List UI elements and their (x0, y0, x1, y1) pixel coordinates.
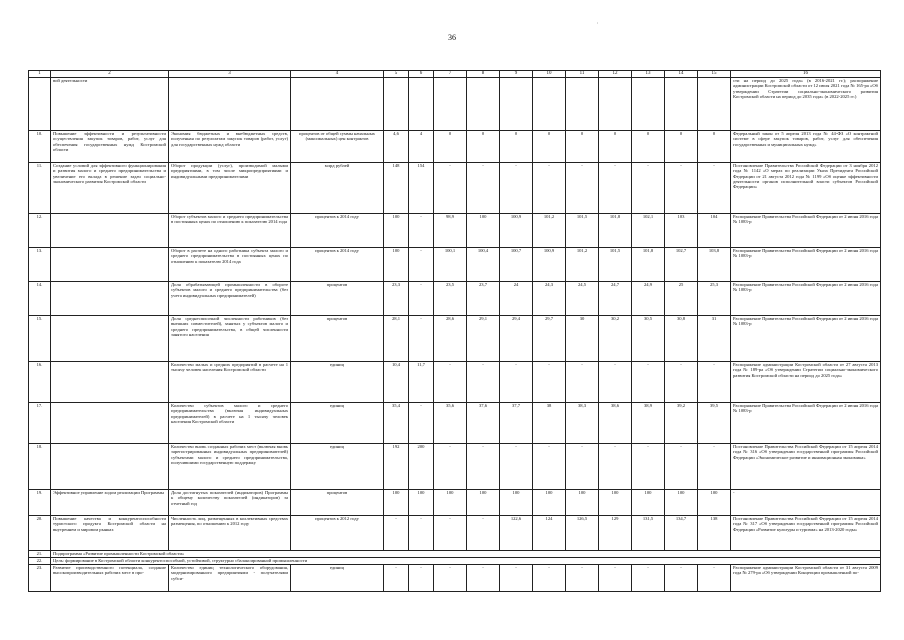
value-cell: 35,4 (384, 403, 409, 444)
unit-cell: единиц (291, 403, 384, 444)
column-number-4: 4 (291, 71, 384, 78)
value-cell (632, 78, 665, 131)
document-cell: Распоряжение Правительства Российской Федерации от 2 июня 2016 года № 1083-р (731, 316, 881, 362)
row-number: 18. (29, 444, 51, 490)
value-cell: 129 (599, 516, 632, 551)
value-cell: 100 (467, 490, 500, 516)
value-cell: - (698, 444, 731, 490)
value-cell (599, 78, 632, 131)
value-cell: - (698, 163, 731, 214)
table-row (29, 444, 881, 490)
value-cell: 0 (566, 131, 599, 163)
column-number-7: 7 (434, 71, 467, 78)
value-cell: 100 (500, 490, 533, 516)
value-cell: 100 (384, 490, 409, 516)
unit-cell: процентов (291, 282, 384, 316)
value-cell (384, 78, 409, 131)
value-cell: - (434, 444, 467, 490)
value-cell: 28,1 (384, 316, 409, 362)
value-cell: 23,7 (467, 282, 500, 316)
indicator-cell: Доля среднесписочной численности работников (без внешних совместителей), занятых у субъектов малого и среднего предпринимательства, в общей численности занятого населения (169, 316, 291, 362)
value-cell: 102,7 (665, 248, 698, 282)
indicator-cell: Доля обрабатывающей промышленности в обороте субъектов малого и среднего предпринимательства (без учета индивидуальных предпринимателей) (169, 282, 291, 316)
value-cell: 30,8 (665, 316, 698, 362)
row-number: 11. (29, 163, 51, 214)
value-cell: - (599, 444, 632, 490)
indicator-cell: Оборот в расчете на одного работника субъекта малого и среднего предпринимательства в постоянных ценах по отношению к показателю 2014 года (169, 248, 291, 282)
value-cell: 39,2 (665, 403, 698, 444)
unit-cell: процентов (291, 490, 384, 516)
value-cell: 100 (665, 490, 698, 516)
value-cell: 29,4 (500, 316, 533, 362)
task-cell: Создание условий для эффективного функционирования и развития малого и среднего предпринимательства и увеличение его вклада в решение задач социально-экономического развития Костромской области (51, 163, 169, 214)
value-cell: 100 (698, 490, 731, 516)
value-cell: 100,9 (500, 214, 533, 248)
indicator-cell: Количество единиц технологического оборудования, модернизированного предприятиями - получателями субси- (169, 565, 291, 592)
indicator-cell: Количество малых и средних предприятий в расчете на 1 тысячу человек населения Костромской области (169, 362, 291, 403)
value-cell: - (566, 362, 599, 403)
value-cell: 30,2 (599, 316, 632, 362)
unit-cell: процентов от общей суммы начальных (максимальных) цен контрактов (291, 131, 384, 163)
value-cell: - (566, 163, 599, 214)
table-row (29, 214, 881, 248)
column-number-2: 2 (51, 71, 169, 78)
value-cell: 10,4 (384, 362, 409, 403)
value-cell (566, 78, 599, 131)
unit-cell: процентов (291, 316, 384, 362)
table-row (29, 516, 881, 551)
row-number: 14. (29, 282, 51, 316)
task-cell (51, 248, 169, 282)
table-row (29, 282, 881, 316)
value-cell: - (599, 565, 632, 592)
indicator-cell: Экономия бюджетных и внебюджетных средств, полученная по результатам закупок товаров (работ, услуг) для государственных нужд области (169, 131, 291, 163)
value-cell: - (409, 248, 434, 282)
document-cell: Распоряжение Правительства Российской Федерации от 2 июня 2016 года № 1083-р (731, 403, 881, 444)
value-cell: 11,7 (409, 362, 434, 403)
task-cell: Развитие производственного потенциала, создание высокопроизводительных рабочих мест в про- (51, 565, 169, 592)
value-cell: 37,6 (467, 403, 500, 444)
value-cell: 38,9 (632, 403, 665, 444)
value-cell: 192 (384, 444, 409, 490)
row-number: 10. (29, 131, 51, 163)
value-cell: 100,4 (467, 248, 500, 282)
value-cell: 101,2 (533, 214, 566, 248)
value-cell: 0 (599, 131, 632, 163)
value-cell: 98,9 (434, 214, 467, 248)
goal-row-text: Цель: формирование в Костромской области конкурентоспособной, устойчивой, структурно сбалансированной промышленности (51, 558, 881, 565)
row-number: 16. (29, 362, 51, 403)
task-cell (51, 444, 169, 490)
value-cell: - (384, 565, 409, 592)
column-number-9: 9 (500, 71, 533, 78)
indicator-cell (169, 78, 291, 131)
value-cell: - (698, 362, 731, 403)
value-cell: 101,2 (566, 248, 599, 282)
column-number-row (29, 71, 881, 78)
subprogram-row (29, 551, 881, 558)
document-cell: Постановление Правительства Российской Федерации от 15 апреля 2014 года № 317 «Об утверждении государственной программы Российской Федерации «Развитие культуры и туризма» на 2013-2020 годы» (731, 516, 881, 551)
document-cell: - (731, 490, 881, 516)
value-cell: 126,5 (566, 516, 599, 551)
task-cell (51, 403, 169, 444)
value-cell: - (409, 403, 434, 444)
value-cell: 30,5 (632, 316, 665, 362)
column-number-16: 16 (731, 71, 881, 78)
value-cell: 39,5 (698, 403, 731, 444)
value-cell: - (409, 316, 434, 362)
goal-row (29, 558, 881, 565)
table-row (29, 131, 881, 163)
value-cell: 23,5 (434, 282, 467, 316)
value-cell: - (500, 362, 533, 403)
unit-cell: единиц (291, 444, 384, 490)
table-row (29, 78, 881, 131)
value-cell: 25,3 (698, 282, 731, 316)
indicator-cell: Численность лиц, размещенных в коллективных средствах размещения, по отношению к 2012 году (169, 516, 291, 551)
value-cell: 38,6 (599, 403, 632, 444)
table-row (29, 163, 881, 214)
value-cell: 122,6 (500, 516, 533, 551)
indicators-table (28, 70, 881, 592)
value-cell: 100,7 (500, 248, 533, 282)
column-number-15: 15 (698, 71, 731, 78)
task-cell (51, 282, 169, 316)
task-cell: вой деятельности (51, 78, 169, 131)
value-cell: 101,8 (599, 214, 632, 248)
corner-mark: , (597, 20, 599, 25)
row-number: 20. (29, 516, 51, 551)
value-cell: 154 (409, 163, 434, 214)
document-cell: Распоряжение Правительства Российской Федерации от 2 июня 2016 года № 1083-р (731, 282, 881, 316)
value-cell: 0 (632, 131, 665, 163)
value-cell: 23,3 (384, 282, 409, 316)
value-cell: - (599, 163, 632, 214)
unit-cell (291, 78, 384, 131)
task-cell (51, 362, 169, 403)
value-cell: - (434, 565, 467, 592)
value-cell: - (533, 444, 566, 490)
value-cell: - (467, 362, 500, 403)
value-cell: - (500, 163, 533, 214)
value-cell: 100 (409, 490, 434, 516)
unit-cell: млрд рублей (291, 163, 384, 214)
task-cell: Повышение качества и конкурентоспособности туристского продукта Костромской области на внутреннем и мировом рынках (51, 516, 169, 551)
value-cell: 100 (599, 490, 632, 516)
value-cell: 24,9 (632, 282, 665, 316)
value-cell: 104 (698, 214, 731, 248)
value-cell (409, 78, 434, 131)
column-number-14: 14 (665, 71, 698, 78)
unit-cell: процентов к 2014 году (291, 248, 384, 282)
value-cell: 4,6 (384, 131, 409, 163)
document-cell: сти на период до 2025 года» (в 2016-2021 гг.); распоряжение администрации Костромской области от 12 июля 2021 года № 165-ра «Об утверждении Стратегии социально-экономического развития Костромской области на период до 2035 года» (в 2022-2025 гг.) (731, 78, 881, 131)
row-number: 22. (29, 558, 51, 565)
value-cell: 0 (698, 131, 731, 163)
document-cell: Распоряжение Правительства Российской Федерации от 2 июня 2016 года № 1083-р (731, 248, 881, 282)
document-cell: Распоряжение администрации Костромской области от 31 августа 2009 года № 279-ра «Об утверждении Концепции промышленной по- (731, 565, 881, 592)
value-cell: - (665, 163, 698, 214)
value-cell: 37,7 (500, 403, 533, 444)
table-row (29, 565, 881, 592)
value-cell: 102,1 (632, 214, 665, 248)
row-number: 12. (29, 214, 51, 248)
row-number: 19. (29, 490, 51, 516)
value-cell: 100,9 (533, 248, 566, 282)
value-cell: 35,6 (434, 403, 467, 444)
table-body (29, 71, 881, 592)
value-cell: - (566, 565, 599, 592)
value-cell: 29,7 (533, 316, 566, 362)
document-cell: Распоряжение Правительства Российской Федерации от 2 июня 2016 года № 1083-р (731, 214, 881, 248)
indicator-cell: Оборот продукции (услуг), производимой малыми предприятиями, в том числе микропредприятиями и индивидуальными предпринимателями (169, 163, 291, 214)
value-cell: - (434, 163, 467, 214)
value-cell: 100 (384, 214, 409, 248)
value-cell: 100 (384, 248, 409, 282)
row-number: 17. (29, 403, 51, 444)
value-cell: - (409, 282, 434, 316)
value-cell: 100 (467, 214, 500, 248)
value-cell: 101,5 (599, 248, 632, 282)
task-cell (51, 316, 169, 362)
indicator-cell: Доля достигнутых показателей (индикаторов) Программы к общему количеству показателей (индикаторов) за отчетный год (169, 490, 291, 516)
value-cell (665, 78, 698, 131)
table-row (29, 316, 881, 362)
table-row (29, 403, 881, 444)
value-cell: 134,7 (665, 516, 698, 551)
value-cell: - (467, 516, 500, 551)
value-cell: - (698, 565, 731, 592)
column-number-10: 10 (533, 71, 566, 78)
value-cell: - (409, 565, 434, 592)
value-cell: - (665, 444, 698, 490)
column-number-3: 3 (169, 71, 291, 78)
document-cell: Постановление Правительства Российской Федерации от 3 ноября 2012 года № 1142 «О мерах по реализации Указа Президента Российской Федерации от 21 августа 2012 года № 1199 «Об оценке эффективности деятельности органов исполнительной власти субъектов Российской Федерации» (731, 163, 881, 214)
value-cell: 29,1 (467, 316, 500, 362)
value-cell (533, 78, 566, 131)
indicator-cell: Количество субъектов малого и среднего предпринимательства (включая индивидуальных предпринимателей) в расчете на 1 тысячу человек населения Костромской области (169, 403, 291, 444)
table-row (29, 490, 881, 516)
value-cell: - (409, 516, 434, 551)
value-cell: - (632, 362, 665, 403)
value-cell: - (500, 444, 533, 490)
value-cell: 138 (698, 516, 731, 551)
value-cell: - (500, 565, 533, 592)
value-cell: 101,5 (566, 214, 599, 248)
value-cell: 103 (665, 214, 698, 248)
value-cell: - (566, 444, 599, 490)
row-number (29, 78, 51, 131)
document-cell: Постановление Правительства Российской Федерации от 15 апреля 2014 года № 316 «Об утверждении государственной программы Российской Федерации «Экономическое развитие и инновационная экономика» (731, 444, 881, 490)
indicator-cell: Оборот субъектов малого и среднего предпринимательства в постоянных ценах по отношению к показателю 2014 года (169, 214, 291, 248)
column-number-1: 1 (29, 71, 51, 78)
value-cell: 25 (665, 282, 698, 316)
value-cell: 31 (698, 316, 731, 362)
value-cell: 0 (665, 131, 698, 163)
value-cell: 148 (384, 163, 409, 214)
value-cell: - (632, 163, 665, 214)
value-cell: 100,1 (434, 248, 467, 282)
value-cell: 101,8 (632, 248, 665, 282)
value-cell: - (467, 444, 500, 490)
document-cell: Федеральный закон от 5 апреля 2013 года № 44-ФЗ «О контрактной системе в сфере закупок товаров, работ, услуг для обеспечения государственных и муниципальных нужд» (731, 131, 881, 163)
value-cell: 4 (409, 131, 434, 163)
value-cell: 0 (467, 131, 500, 163)
value-cell: - (632, 565, 665, 592)
value-cell: 28,6 (434, 316, 467, 362)
value-cell: 100 (434, 490, 467, 516)
value-cell: - (467, 163, 500, 214)
value-cell: 100 (533, 490, 566, 516)
row-number: 23. (29, 565, 51, 592)
task-cell: Эффективное управление ходом реализации Программы (51, 490, 169, 516)
value-cell (698, 78, 731, 131)
table-row (29, 248, 881, 282)
document-cell: Распоряжение администрации Костромской области от 27 августа 2013 года № 189-ра «Об утверждении Стратегии социально-экономического развития Костромской области на период до 2025 года» (731, 362, 881, 403)
value-cell (434, 78, 467, 131)
value-cell: 100 (632, 490, 665, 516)
column-number-12: 12 (599, 71, 632, 78)
column-number-6: 6 (409, 71, 434, 78)
column-number-5: 5 (384, 71, 409, 78)
value-cell: 0 (500, 131, 533, 163)
row-number: 21. (29, 551, 51, 558)
value-cell: - (409, 214, 434, 248)
table-row (29, 362, 881, 403)
unit-cell: единиц (291, 362, 384, 403)
value-cell: - (384, 516, 409, 551)
column-number-8: 8 (467, 71, 500, 78)
value-cell: 38,3 (566, 403, 599, 444)
value-cell: 38 (533, 403, 566, 444)
unit-cell: процентов к 2014 году (291, 214, 384, 248)
value-cell: - (533, 163, 566, 214)
task-cell (51, 214, 169, 248)
value-cell (467, 78, 500, 131)
unit-cell: единиц (291, 565, 384, 592)
value-cell: 24,5 (566, 282, 599, 316)
value-cell: - (467, 565, 500, 592)
page-number: 36 (448, 33, 456, 42)
value-cell: 103,8 (698, 248, 731, 282)
column-number-13: 13 (632, 71, 665, 78)
subprogram-row-text: Подпрограмма «Развитие промышленности Костромской области» (51, 551, 881, 558)
value-cell: - (665, 362, 698, 403)
value-cell (500, 78, 533, 131)
value-cell: 131,5 (632, 516, 665, 551)
value-cell: - (632, 444, 665, 490)
indicator-cell: Количество вновь созданных рабочих мест (включая вновь зарегистрированных индивидуальных предпринимателей) субъектами малого и среднего предпринимательства, получившими государственную поддержку (169, 444, 291, 490)
unit-cell: процентов к 2012 году (291, 516, 384, 551)
value-cell: 200 (409, 444, 434, 490)
task-cell: Повышение эффективности и результативности осуществления закупок товаров, работ, услуг для обеспечения государственных нужд Костромской области (51, 131, 169, 163)
value-cell: 0 (434, 131, 467, 163)
value-cell: - (533, 565, 566, 592)
value-cell: - (599, 362, 632, 403)
value-cell: - (665, 565, 698, 592)
row-number: 15. (29, 316, 51, 362)
value-cell: - (434, 362, 467, 403)
value-cell: 100 (566, 490, 599, 516)
row-number: 13. (29, 248, 51, 282)
value-cell: 24,7 (599, 282, 632, 316)
value-cell: 30 (566, 316, 599, 362)
value-cell: 24 (500, 282, 533, 316)
value-cell: 24,3 (533, 282, 566, 316)
value-cell: 0 (533, 131, 566, 163)
value-cell: - (533, 362, 566, 403)
value-cell: - (434, 516, 467, 551)
value-cell: 124 (533, 516, 566, 551)
column-number-11: 11 (566, 71, 599, 78)
